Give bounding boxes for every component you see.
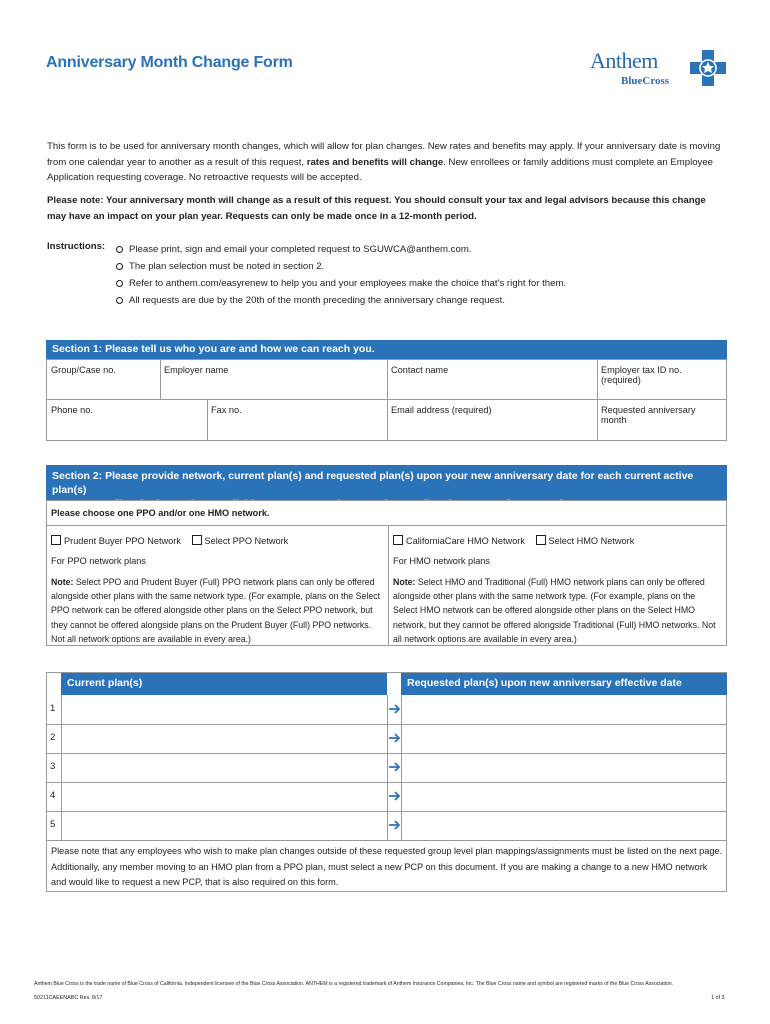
current-plans-heading: Current plan(s)	[61, 673, 387, 695]
legal-footer: Anthem Blue Cross is the trade name of Blue Cross of California. Independent licensee of the Blue Cross Association. ANTHEM is a registered trademark of Anthem Insurance Companies, Inc. The Blue Cross name and symbol are registered marks of the Blue Cross Association.	[34, 981, 674, 987]
instruction-item: Refer to anthem.com/easyrenew to help you and your employees make the choice that’s right for them.	[116, 275, 566, 292]
requested-plan-5-input[interactable]	[402, 812, 726, 840]
requested-plan-4-input[interactable]	[402, 783, 726, 811]
blue-cross-icon	[690, 50, 726, 86]
intro-text-2: . New enrollees or family additions must complete an Employee Application requesting coverage. No retroactive requests will be accepted.	[47, 156, 714, 183]
section2-heading: Section 2: Please provide network, current plan(s) and requested plan(s) upon your new anniversary date for each current active plan(s) offered. Plan options available upon 2018 Anniversary date are listed on page 3 for your reference.	[46, 465, 727, 500]
employer-tax-id-field[interactable]: Employer tax ID no. (required)	[601, 365, 682, 385]
select-ppo-checkbox[interactable]: Select PPO Network	[192, 536, 289, 546]
please-note: Please note: Your anniversary month will change as a result of this request. You should consult your tax and legal advisors because this change may have an impact on your plan year. Requests can only be made once in a 12-month period.	[47, 195, 706, 222]
page-number: 1 of 3	[711, 995, 725, 1001]
arrow-right-icon	[389, 733, 401, 743]
instruction-item: All requests are due by the 20th of the month preceding the anniversary change request.	[116, 292, 566, 309]
plans-footnote: Please note that any employees who wish to make plan changes outside of these requested group level plan mappings/assignments must be listed on the next page. Additionally, any member moving to an HMO plan from a PPO plan, must select a new PCP on this document. If you are making a change to a new HMO network and would like to request a new PCP, that is also required on this form.	[51, 846, 723, 887]
group-case-field[interactable]: Group/Case no.	[51, 365, 116, 375]
hmo-plans-label: For HMO network plans	[393, 556, 491, 566]
arrow-right-icon	[389, 820, 401, 830]
email-field[interactable]: Email address (required)	[391, 405, 492, 415]
row-number: 5	[50, 819, 56, 830]
requested-plan-1-input[interactable]	[402, 696, 726, 724]
requested-plan-2-input[interactable]	[402, 725, 726, 753]
intro-paragraph	[47, 139, 727, 186]
current-plan-1-input[interactable]	[62, 696, 387, 724]
current-plan-2-input[interactable]	[62, 725, 387, 753]
section1-grid	[46, 359, 727, 441]
current-plan-5-input[interactable]	[62, 812, 387, 840]
californiacare-hmo-checkbox[interactable]: CaliforniaCare HMO Network	[393, 536, 525, 546]
requested-plan-3-input[interactable]	[402, 754, 726, 782]
plans-table	[46, 672, 727, 892]
arrow-right-icon	[389, 791, 401, 801]
fax-field[interactable]: Fax no.	[211, 405, 242, 415]
logo-wordmark: Anthem	[590, 48, 658, 73]
arrow-right-icon	[389, 762, 401, 772]
instructions-list	[116, 241, 566, 309]
ppo-note: Note: Select PPO and Prudent Buyer (Full) PPO network plans can only be offered alongside other plans with the same network type. (For example, plans on the Select PPO network can be offered alongside other plans on the Select PPO network, but they cannot be offered alongside plans on the Prudent Buyer (Full) PPO networks. Not all network options are available in every area.)	[51, 577, 381, 644]
page-title: Anniversary Month Change Form	[46, 54, 293, 71]
row-number: 4	[50, 790, 56, 801]
bullet-icon	[116, 280, 123, 287]
prudent-buyer-ppo-checkbox[interactable]: Prudent Buyer PPO Network	[51, 536, 181, 546]
section1-heading: Section 1: Please tell us who you are and how we can reach you.	[46, 340, 727, 359]
anthem-logo	[590, 44, 730, 92]
bullet-icon	[116, 263, 123, 270]
intro-text-1: This form is to be used for anniversary month changes, which will allow for plan changes. New rates and benefits may apply. If your anniversary date is moving from one calendar year to another as a result of this request,	[47, 141, 721, 168]
select-hmo-checkbox[interactable]: Select HMO Network	[536, 536, 635, 546]
logo-subtitle: BlueCross	[621, 75, 670, 87]
requested-month-field[interactable]: Requested anniversary month	[601, 405, 696, 425]
row-number: 2	[50, 732, 56, 743]
choose-network-label: Please choose one PPO and/or one HMO network.	[51, 508, 270, 518]
arrow-right-icon	[389, 704, 401, 714]
section2-networks	[46, 500, 727, 646]
current-plan-3-input[interactable]	[62, 754, 387, 782]
hmo-note: Note: Select HMO and Traditional (Full) HMO network plans can only be offered alongside other plans with the same network type. (For example, plans on the Select HMO network can be offered alongside other plans on the Select HMO network, but they cannot be offered alongside Traditional (Full) HMO networks. Not all network options are available in every area.)	[393, 577, 716, 644]
bullet-icon	[116, 297, 123, 304]
hmo-options	[389, 530, 638, 551]
intro-emphasis: rates and benefits will change	[306, 156, 444, 168]
requested-plans-heading: Requested plan(s) upon new anniversary effective date	[401, 673, 727, 695]
row-number: 1	[50, 703, 56, 714]
instruction-item: The plan selection must be noted in section 2.	[116, 258, 566, 275]
instructions-label: Instructions:	[47, 241, 106, 252]
row-number: 3	[50, 761, 56, 772]
bullet-icon	[116, 246, 123, 253]
ppo-plans-label: For PPO network plans	[51, 556, 146, 566]
employer-name-field[interactable]: Employer name	[164, 365, 229, 375]
instruction-item: Please print, sign and email your completed request to SGUWCA@anthem.com.	[116, 241, 566, 258]
current-plan-4-input[interactable]	[62, 783, 387, 811]
ppo-options	[47, 530, 292, 551]
contact-name-field[interactable]: Contact name	[391, 365, 449, 375]
form-code: 50211CAEENABC Rev. 8/17	[34, 995, 103, 1001]
phone-field[interactable]: Phone no.	[51, 405, 93, 415]
